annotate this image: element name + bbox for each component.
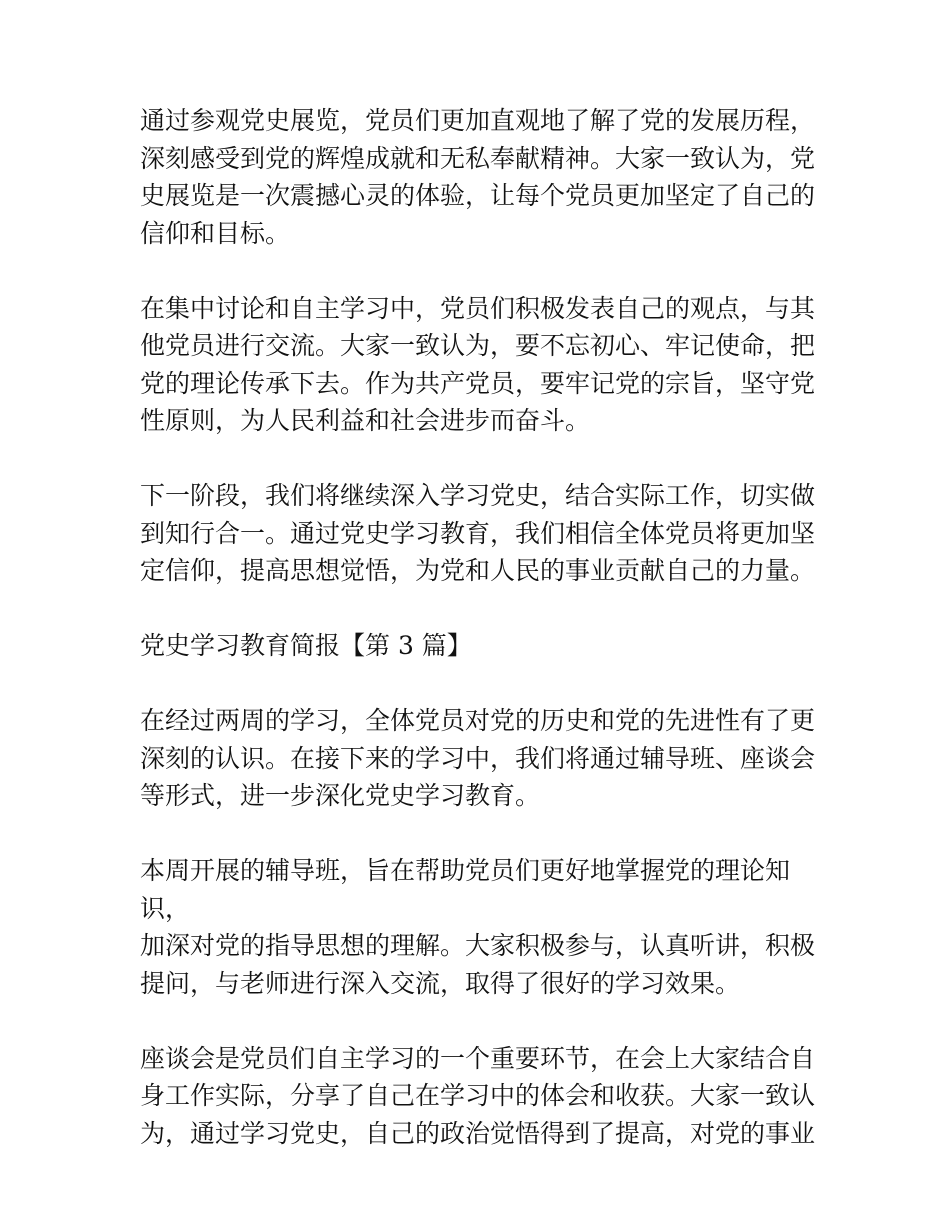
paragraph-exhibition: 通过参观党史展览，党员们更加直观地了解了党的发展历程， 深刻感受到党的辉煌成就和无私奉献精神。大家一致认为，党 史展览是一次震撼心灵的体验，让每个党员更加坚定了自己的 信仰和目标。 <box>140 106 816 248</box>
paragraph-next-stage: 下一阶段，我们将继续深入学习党史，结合实际工作，切实做 到知行合一。通过党史学习教育，我们相信全体党员将更加坚 定信仰，提高思想觉悟，为党和人民的事业贡献自己的力量。 <box>140 481 816 585</box>
section-heading: 党史学习教育简报【第 3 篇】 <box>140 631 472 660</box>
paragraph-tutoring-class: 本周开展的辅导班，旨在帮助党员们更好地掌握党的理论知识， 加深对党的指导思想的理解。大家积极参与，认真听讲，积极 提问，与老师进行深入交流，取得了很好的学习效果。 <box>140 856 816 998</box>
document-body <box>140 102 830 1190</box>
paragraph-symposium: 座谈会是党员们自主学习的一个重要环节，在会上大家结合自 身工作实际，分享了自己在学习中的体会和收获。大家一致认 为，通过学习党史，自己的政治觉悟得到了提高，对党的事业 <box>140 1043 816 1148</box>
paragraph-discussion: 在集中讨论和自主学习中，党员们积极发表自己的观点，与其 他党员进行交流。大家一致认为，要不忘初心、牢记使命，把 党的理论传承下去。作为共产党员，要牢记党的宗旨，坚守党 性原则，为人民利益和社会进步而奋斗。 <box>140 293 816 435</box>
paragraph-two-weeks: 在经过两周的学习，全体党员对党的历史和党的先进性有了更 深刻的认识。在接下来的学习中，我们将通过辅导班、座谈会 等形式，进一步深化党史学习教育。 <box>140 706 816 810</box>
